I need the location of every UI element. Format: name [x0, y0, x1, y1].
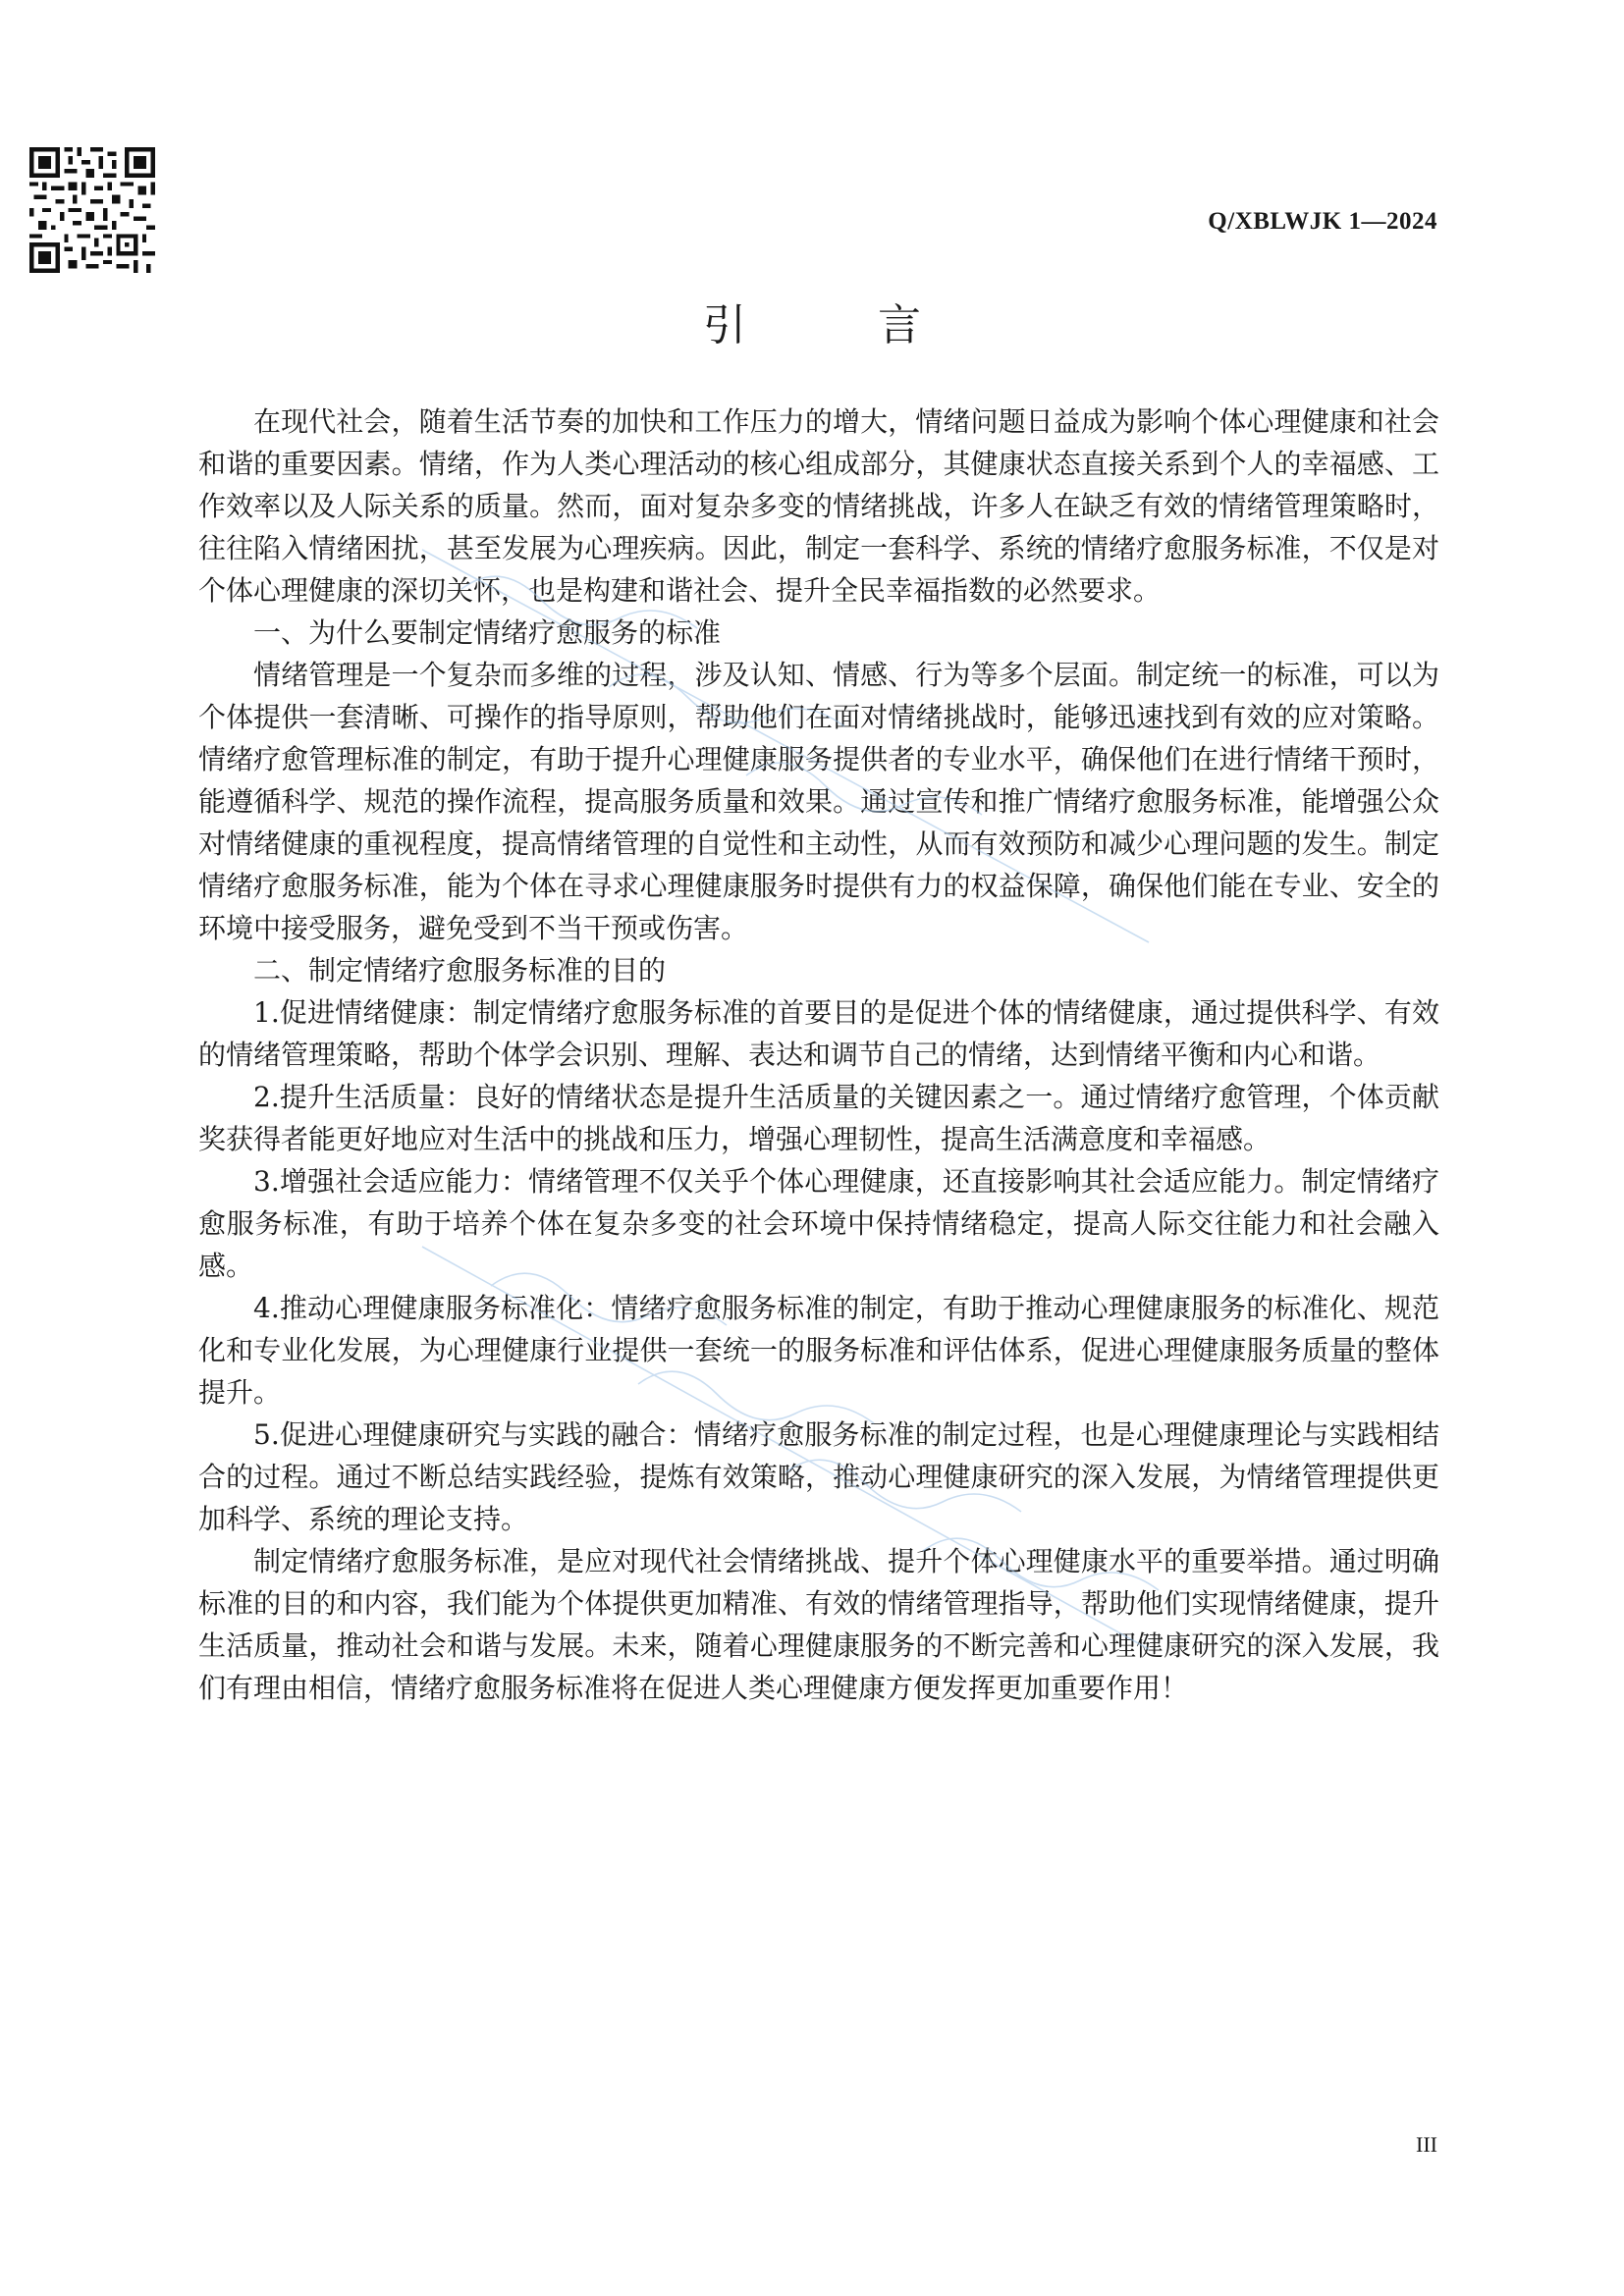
qr-code-icon	[29, 147, 155, 273]
paragraph: 在现代社会，随着生活节奏的加快和工作压力的增大，情绪问题日益成为影响个体心理健康和社会和谐的重要因素。情绪，作为人类心理活动的核心组成部分，其健康状态直接关系到个人的幸福感、工作效率以及人际关系的质量。然而，面对复杂多变的情绪挑战，许多人在缺乏有效的情绪管理策略时，往往陷入情绪困扰，甚至发展为心理疾病。因此，制定一套科学、系统的情绪疗愈服务标准，不仅是对个体心理健康的深切关怀，也是构建和谐社会、提升全民幸福指数的必然要求。	[198, 405, 1439, 607]
section-heading: 一、为什么要制定情绪疗愈服务的标准	[253, 616, 722, 649]
list-item: 5.促进心理健康研究与实践的融合：情绪疗愈服务标准的制定过程，也是心理健康理论与实践相结合的过程。通过不断总结实践经验，提炼有效策略，推动心理健康研究的深入发展，为情绪管理提供更加科学、系统的理论支持。	[198, 1418, 1439, 1535]
document-body	[198, 400, 1439, 1709]
page-title: 引 言	[703, 300, 980, 350]
list-item: 4.推动心理健康服务标准化：情绪疗愈服务标准的制定，有助于推动心理健康服务的标准化、规范化和专业化发展，为心理健康行业提供一套统一的服务标准和评估体系，促进心理健康服务质量的整体提升。	[198, 1292, 1439, 1409]
standard-code: Q/XBLWJK 1—2024	[1208, 208, 1437, 235]
page-number: III	[1416, 2132, 1437, 2157]
list-item: 1.促进情绪健康：制定情绪疗愈服务标准的首要目的是促进个体的情绪健康，通过提供科学、有效的情绪管理策略，帮助个体学会识别、理解、表达和调节自己的情绪，达到情绪平衡和内心和谐。	[198, 996, 1439, 1071]
section-heading: 二、制定情绪疗愈服务标准的目的	[253, 954, 667, 987]
paragraph: 制定情绪疗愈服务标准，是应对现代社会情绪挑战、提升个体心理健康水平的重要举措。通过明确标准的目的和内容，我们能为个体提供更加精准、有效的情绪管理指导，帮助他们实现情绪健康，提升生活质量，推动社会和谐与发展。未来，随着心理健康服务的不断完善和心理健康研究的深入发展，我们有理由相信，情绪疗愈服务标准将在促进人类心理健康方便发挥更加重要作用！	[198, 1545, 1439, 1704]
paragraph: 情绪管理是一个复杂而多维的过程，涉及认知、情感、行为等多个层面。制定统一的标准，可以为个体提供一套清晰、可操作的指导原则，帮助他们在面对情绪挑战时，能够迅速找到有效的应对策略。情绪疗愈管理标准的制定，有助于提升心理健康服务提供者的专业水平，确保他们在进行情绪干预时，能遵循科学、规范的操作流程，提高服务质量和效果。通过宣传和推广情绪疗愈服务标准，能增强公众对情绪健康的重视程度，提高情绪管理的自觉性和主动性，从而有效预防和减少心理问题的发生。制定情绪疗愈服务标准，能为个体在寻求心理健康服务时提供有力的权益保障，确保他们能在专业、安全的环境中接受服务，避免受到不当干预或伤害。	[198, 659, 1439, 944]
list-item: 3.增强社会适应能力：情绪管理不仅关乎个体心理健康，还直接影响其社会适应能力。制定情绪疗愈服务标准，有助于培养个体在复杂多变的社会环境中保持情绪稳定，提高人际交往能力和社会融入感。	[198, 1165, 1439, 1282]
list-item: 2.提升生活质量：良好的情绪状态是提升生活质量的关键因素之一。通过情绪疗愈管理，个体贡献奖获得者能更好地应对生活中的挑战和压力，增强心理韧性，提高生活满意度和幸福感。	[198, 1081, 1439, 1155]
